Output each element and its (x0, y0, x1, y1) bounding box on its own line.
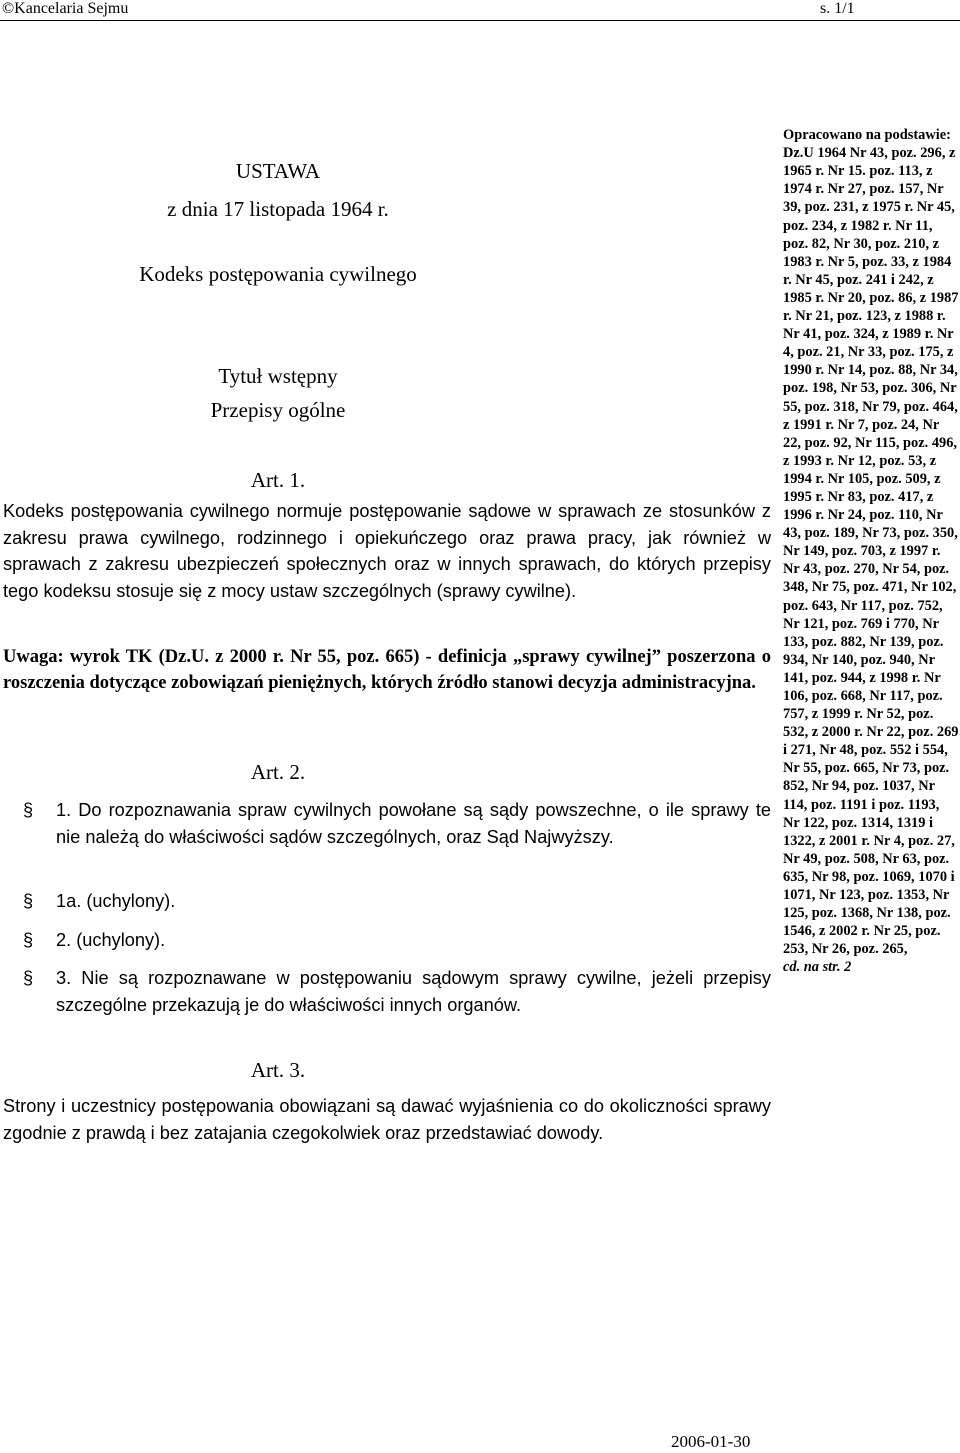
paragraph-text: 1a. (uchylony). (56, 891, 176, 911)
art2-heading: Art. 2. (250, 760, 306, 784)
sidebar-sources (783, 108, 959, 977)
paragraph-text: 3. Nie są rozpoznawane w postępowaniu sądowym sprawy cywilne, jeżeli przepisy szczególne przekazują je do właściwości innych organów. (56, 968, 771, 1015)
art2-paragraph-1 (3, 797, 771, 850)
art2-paragraph-3 (3, 965, 771, 1018)
section-symbol: § (23, 891, 34, 911)
art3-text: Strony i uczestnicy postępowania obowiązani są dawać wyjaśnienia co do okoliczności sprawy zgodnie z prawdą i bez zatajania czegokolwiek oraz przedstawiać dowody. (3, 1096, 771, 1143)
sidebar-continued: cd. na str. 2 (783, 959, 852, 976)
art1-text: Kodeks postępowania cywilnego normuje postępowanie sądowe w sprawach ze stosunków z zakresu prawa cywilnego, rodzinnego i opiekuńczego oraz prawa pracy, jak również w sprawach z zakresu ubezpieczeń społecznych oraz w innych sprawach, do których przepisy tego kodeksu stosuje się z mocy ustaw szczególnych (sprawy cywilne). (3, 501, 771, 601)
sidebar-sources-text: Opracowano na podstawie: Dz.U 1964 Nr 43, poz. 296, z 1965 r. Nr 15. poz. 113, z 1974 r. Nr 27, poz. 157, Nr 39, poz. 231, z 1975 r. Nr 45, poz. 234, z 1982 r. Nr 11, poz. 82, Nr 30, poz. 210, z 1983 r. Nr 5, poz. 33, z 1984 r. Nr 45, poz. 241 i 242, z 1985 r. Nr 20, poz. 86, z 1987 r. Nr 21, poz. 123, z 1988 r. Nr 41, poz. 324, z 1989 r. Nr 4, poz. 21, Nr 33, poz. 175, z 1990 r. Nr 14, poz. 88, Nr 34, poz. 198, Nr 53, poz. 306, Nr 55, poz. 318, Nr 79, poz. 464, z 1991 r. Nr 7, poz. 24, Nr 22, poz. 92, Nr 115, poz. 496, z 1993 r. Nr 12, poz. 53, z 1994 r. Nr 105, poz. 509, z 1995 r. Nr 83, poz. 417, z 1996 r. Nr 24, poz. 110, Nr 43, poz. 189, Nr 73, poz. 350, Nr 149, poz. 703, z 1997 r. Nr 43, poz. 270, Nr 54, poz. 348, Nr 75, poz. 471, Nr 102, poz. 643, Nr 117, poz. 752, Nr 121, poz. 769 i 770, Nr 133, poz. 882, Nr 139, poz. 934, Nr 140, poz. 940, Nr 141, poz. 944, z 1998 r. Nr 106, poz. 668, Nr 117, poz. 757, z 1999 r. Nr 52, poz. 532, z 2000 r. Nr 22, poz. 269 i 271, Nr 48, poz. 552 i 554, Nr 55, poz. 665, Nr 73, poz. 852, Nr 94, poz. 1037, Nr 114, poz. 1191 i poz. 1193, Nr 122, poz. 1314, 1319 i 1322, z 2001 r. Nr 4, poz. 27, Nr 49, poz. 508, Nr 63, poz. 635, Nr 98, poz. 1069, 1070 i 1071, Nr 123, poz. 1353, Nr 125, poz. 1368, Nr 138, poz. 1546, z 2002 r. Nr 25, poz. 253, Nr 26, poz. 265, (783, 127, 959, 958)
act-name: Kodeks postępowania cywilnego (139, 262, 417, 286)
act-type: USTAWA (235, 159, 321, 183)
header-divider (0, 20, 960, 21)
header-page-number: s. 1/1 (820, 0, 855, 17)
art2-paragraph-2 (3, 927, 771, 954)
act-date: z dnia 17 listopada 1964 r. (167, 197, 389, 221)
paragraph-text: 1. Do rozpoznawania spraw cywilnych powołane są sądy powszechne, o ile sprawy te nie należą do właściwości sądów szczególnych, oraz Sąd Najwyższy. (56, 800, 771, 847)
art2-paragraph-1a (3, 888, 771, 915)
paragraph-text: 2. (uchylony). (56, 930, 166, 950)
footer-date: 2006-01-30 (671, 1432, 751, 1451)
part-title: Tytuł wstępny (218, 364, 338, 388)
art3-heading: Art. 3. (250, 1058, 306, 1082)
section-symbol: § (23, 930, 34, 950)
art1-note: Uwaga: wyrok TK (Dz.U. z 2000 r. Nr 55, poz. 665) - definicja „sprawy cywilnej” poszerzona o roszczenia dotyczące zobowiązań pieniężnych, których źródło stanowi decyzja administracyjna. (3, 647, 771, 693)
art1-heading: Art. 1. (250, 468, 306, 492)
section-symbol: § (23, 968, 34, 988)
header-copyright: ©Kancelaria Sejmu (2, 0, 129, 17)
part-subtitle: Przepisy ogólne (210, 398, 346, 422)
section-symbol: § (23, 800, 34, 820)
